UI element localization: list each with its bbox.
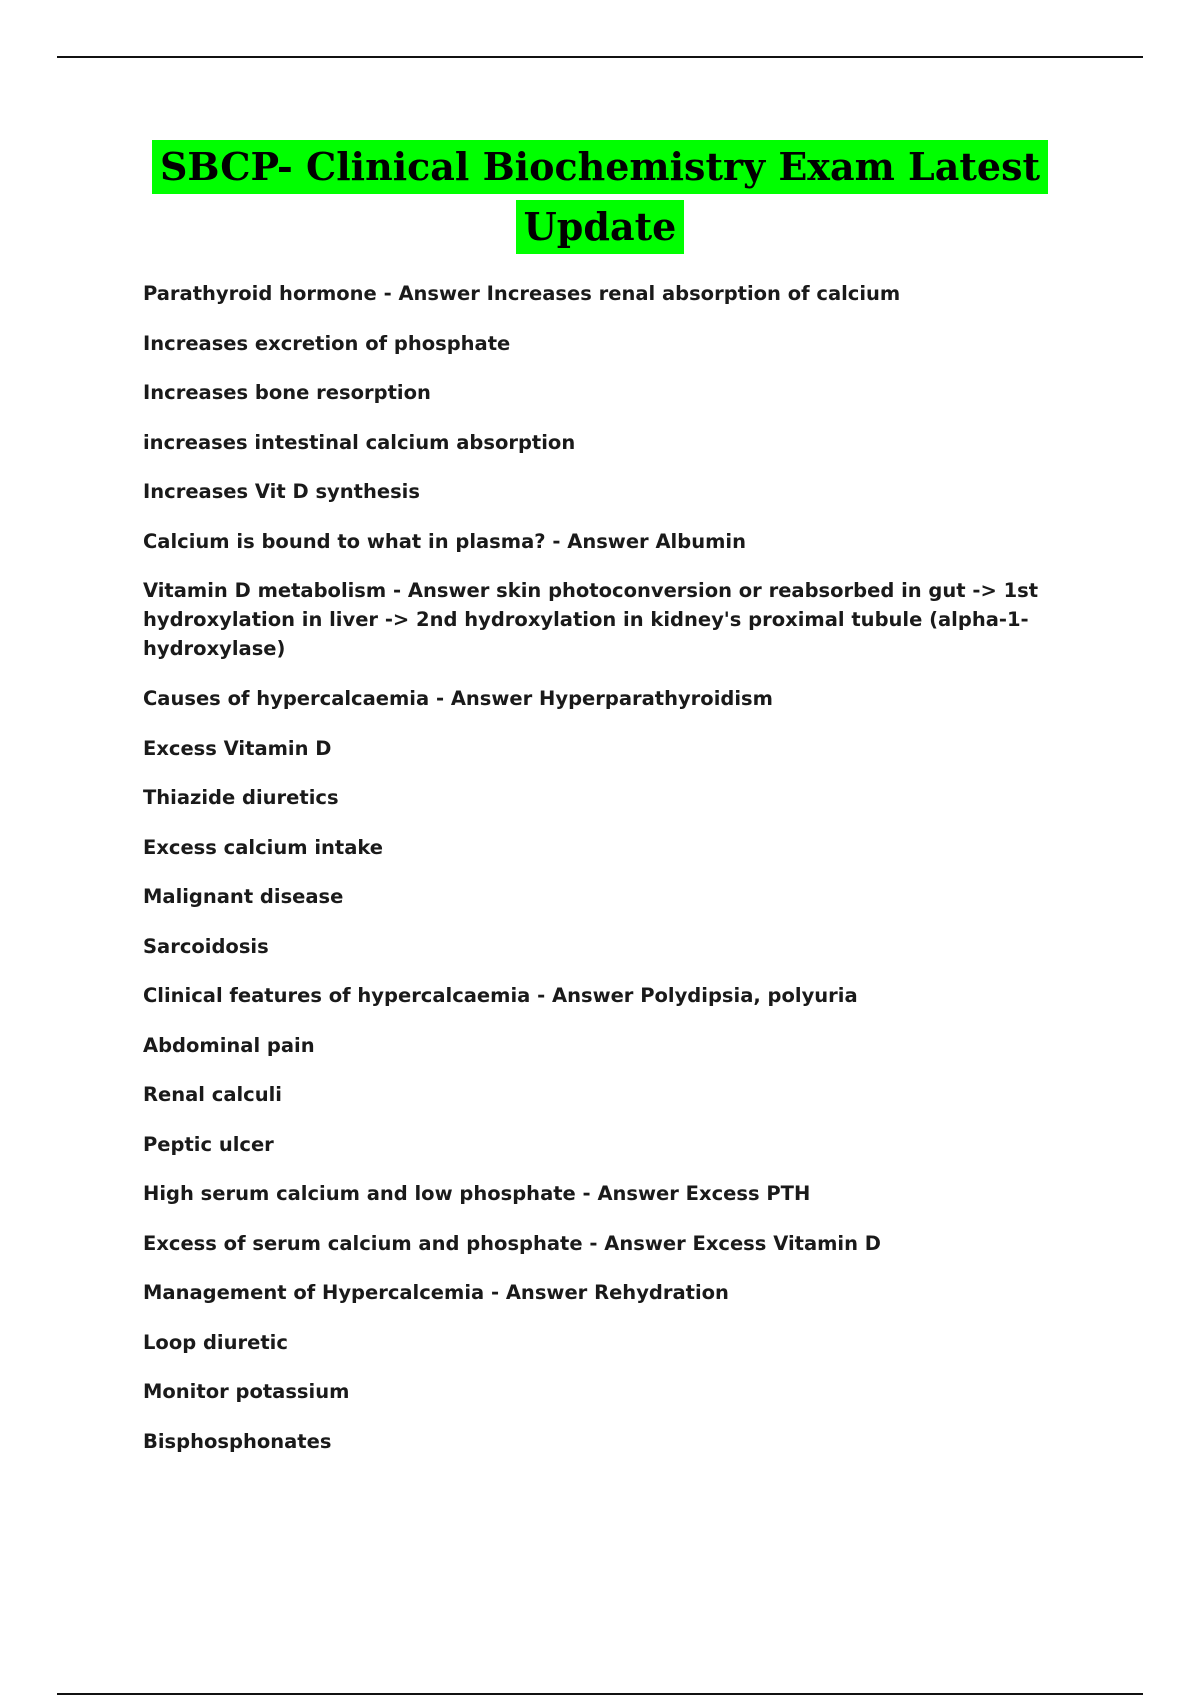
qa-entry: Parathyroid hormone - Answer Increases renal absorption of calcium [143, 282, 901, 305]
qa-entry: Excess Vitamin D [143, 736, 332, 760]
qa-entry: Sarcoidosis [143, 934, 269, 958]
qa-entry: High serum calcium and low phosphate - Answer Excess PTH [143, 1182, 811, 1205]
document-title [0, 140, 1200, 260]
qa-entry: Peptic ulcer [143, 1132, 274, 1156]
title-line-2: Update [516, 200, 685, 254]
qa-entry: Increases excretion of phosphate [143, 331, 511, 355]
footer-rule [57, 1693, 1143, 1695]
qa-entry: Thiazide diuretics [143, 786, 339, 809]
qa-entry: Malignant disease [143, 885, 344, 908]
qa-list [143, 279, 1043, 1476]
qa-entry: Renal calculi [143, 1083, 282, 1106]
qa-entry: increases intestinal calcium absorption [143, 430, 576, 454]
qa-entry: Increases Vit D synthesis [143, 480, 420, 503]
qa-entry: Increases bone resorption [143, 381, 431, 404]
qa-entry: Abdominal pain [143, 1033, 315, 1057]
qa-entry: Calcium is bound to what in plasma? - Answer Albumin [143, 529, 746, 553]
qa-entry: Excess calcium intake [143, 835, 384, 859]
qa-entry: Loop diuretic [143, 1330, 288, 1354]
qa-entry: Vitamin D metabolism - Answer skin photoconversion or reabsorbed in gut -> 1st hydroxylation in liver -> 2nd hydroxylation in kidney's proximal tubule (alpha-1-hydroxylase) [143, 579, 1039, 660]
qa-entry: Clinical features of hypercalcaemia - Answer Polydipsia, polyuria [143, 984, 858, 1007]
qa-entry: Causes of hypercalcaemia - Answer Hyperparathyroidism [143, 687, 773, 710]
qa-entry: Management of Hypercalcemia - Answer Rehydration [143, 1281, 729, 1304]
title-line-1: SBCP- Clinical Biochemistry Exam Latest [152, 140, 1048, 194]
qa-entry: Bisphosphonates [143, 1429, 332, 1453]
qa-entry: Excess of serum calcium and phosphate - Answer Excess Vitamin D [143, 1231, 881, 1255]
qa-entry: Monitor potassium [143, 1380, 350, 1403]
header-rule [57, 56, 1143, 58]
